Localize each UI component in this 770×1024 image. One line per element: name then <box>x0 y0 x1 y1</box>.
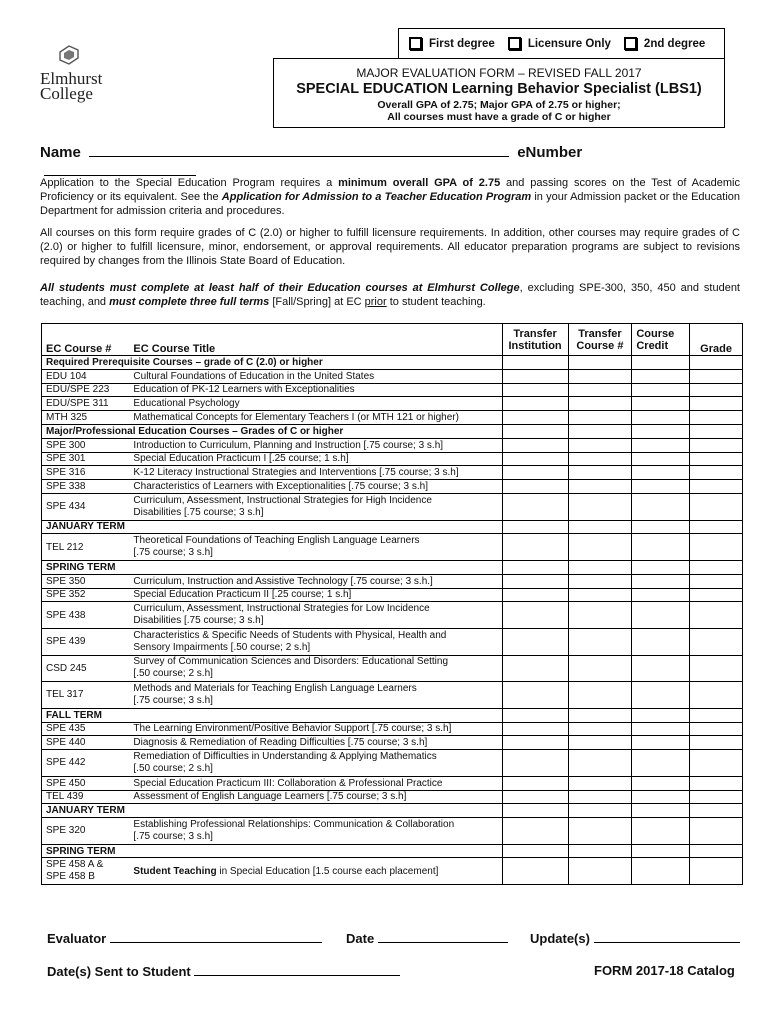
section-row <box>42 804 743 818</box>
course-title <box>129 682 502 709</box>
credit-cell[interactable] <box>632 818 690 845</box>
course-table <box>41 323 743 885</box>
transfer-course-cell[interactable] <box>568 397 632 411</box>
transfer-course-cell[interactable] <box>568 818 632 845</box>
course-row <box>42 722 743 736</box>
transfer-course-cell[interactable] <box>568 452 632 466</box>
course-code-line-1: SPE 458 A & <box>46 859 104 871</box>
transfer-institution-cell[interactable] <box>502 858 568 885</box>
course-title-line-1: Curriculum, Assessment, Instructional Strategies for High Incidence <box>133 494 432 506</box>
grade-cell[interactable] <box>690 534 743 561</box>
transfer-institution-cell[interactable] <box>502 480 568 494</box>
course-code: TEL 439 <box>42 790 130 804</box>
sent-row <box>47 963 400 979</box>
transfer-institution-cell[interactable] <box>502 520 568 534</box>
course-code: SPE 316 <box>42 466 130 480</box>
para1-text: Application to the Special Education Program requires a <box>40 177 339 189</box>
transfer-institution-cell[interactable] <box>502 804 568 818</box>
para3-bold: All students must complete at least half of their Education courses at Elmhurst College <box>40 282 520 294</box>
transfer-institution-cell[interactable] <box>502 776 568 790</box>
course-code: SPE 301 <box>42 452 130 466</box>
course-code: CSD 245 <box>42 655 130 682</box>
course-code: SPE 438 <box>42 602 130 629</box>
header-grade: Grade <box>690 324 743 356</box>
course-code-line-2: SPE 458 B <box>46 871 95 883</box>
grade-cell[interactable] <box>690 655 743 682</box>
updates-label: Update(s) <box>530 931 590 946</box>
course-row <box>42 858 743 885</box>
credit-cell[interactable] <box>632 534 690 561</box>
name-field[interactable] <box>89 142 509 157</box>
transfer-course-cell[interactable] <box>568 493 632 520</box>
section-label: SPRING TERM <box>42 844 503 858</box>
transfer-course-cell[interactable] <box>568 383 632 397</box>
course-row <box>42 369 743 383</box>
crest-icon <box>58 44 80 66</box>
course-code: SPE 440 <box>42 736 130 750</box>
course-title-line-2: Disabilities [.75 course; 3 s.h] <box>133 615 264 627</box>
grade-cell[interactable] <box>690 356 743 370</box>
checkbox-icon[interactable] <box>508 37 521 50</box>
grade-cell[interactable] <box>690 858 743 885</box>
grade-cell[interactable] <box>690 722 743 736</box>
evaluator-row <box>47 930 322 946</box>
licensure-only-label: Licensure Only <box>527 37 611 50</box>
second-degree-option[interactable] <box>624 37 705 50</box>
course-code: SPE 300 <box>42 438 130 452</box>
course-code: SPE 450 <box>42 776 130 790</box>
transfer-institution-cell[interactable] <box>502 844 568 858</box>
course-row <box>42 602 743 629</box>
transfer-institution-cell[interactable] <box>502 708 568 722</box>
transfer-institution-cell[interactable] <box>502 818 568 845</box>
course-row <box>42 750 743 777</box>
course-title <box>129 628 502 655</box>
course-title: Cultural Foundations of Education in the United States <box>129 369 502 383</box>
course-code: SPE 434 <box>42 493 130 520</box>
grade-cell[interactable] <box>690 790 743 804</box>
grade-cell[interactable] <box>690 480 743 494</box>
para1-application-title: Application for Admission to a Teacher Education Program <box>221 191 532 203</box>
course-title <box>129 858 502 885</box>
transfer-course-cell[interactable] <box>568 628 632 655</box>
course-title-rest: in Special Education [1.5 course each placement] <box>216 865 439 877</box>
course-title: Education of PK-12 Learners with Exceptionalities <box>129 383 502 397</box>
course-title: The Learning Environment/Positive Behavior Support [.75 course; 3 s.h] <box>129 722 502 736</box>
course-row <box>42 588 743 602</box>
enumber-field[interactable] <box>44 161 196 176</box>
transfer-institution-cell[interactable] <box>502 655 568 682</box>
grade-cell[interactable] <box>690 682 743 709</box>
section-label: Required Prerequisite Courses – grade of C (2.0) or higher <box>42 356 503 370</box>
credit-cell[interactable] <box>632 356 690 370</box>
course-title-line-1: Methods and Materials for Teaching English Language Learners <box>133 682 417 694</box>
transfer-institution-cell[interactable] <box>502 356 568 370</box>
course-code: EDU/SPE 223 <box>42 383 130 397</box>
enumber-label: eNumber <box>517 144 583 161</box>
section-row <box>42 520 743 534</box>
credit-cell[interactable] <box>632 520 690 534</box>
para1-text-2: and passing scores on the Test of Academic Proficiency or its equivalent. See the <box>40 177 740 203</box>
grade-cell[interactable] <box>690 369 743 383</box>
transfer-course-cell[interactable] <box>568 708 632 722</box>
transfer-course-cell[interactable] <box>568 602 632 629</box>
course-title-line-1: Establishing Professional Relationships: Communication & Collaboration <box>133 818 455 830</box>
transfer-course-cell[interactable] <box>568 480 632 494</box>
admission-paragraph <box>40 176 740 218</box>
credit-cell[interactable] <box>632 369 690 383</box>
degree-checkboxes <box>398 28 725 58</box>
course-code: TEL 212 <box>42 534 130 561</box>
transfer-course-cell[interactable] <box>568 722 632 736</box>
transfer-course-cell[interactable] <box>568 574 632 588</box>
transfer-course-cell[interactable] <box>568 560 632 574</box>
course-code: SPE 435 <box>42 722 130 736</box>
credit-cell[interactable] <box>632 628 690 655</box>
course-row <box>42 818 743 845</box>
logo-line-1: Elmhurst <box>40 69 103 88</box>
course-title: Special Education Practicum II [.25 course; 1 s.h] <box>129 588 502 602</box>
credit-cell[interactable] <box>632 708 690 722</box>
course-title <box>129 534 502 561</box>
course-row <box>42 628 743 655</box>
credit-cell[interactable] <box>632 438 690 452</box>
section-label: JANUARY TERM <box>42 804 503 818</box>
grade-cell[interactable] <box>690 493 743 520</box>
section-row <box>42 844 743 858</box>
transfer-institution-cell[interactable] <box>502 424 568 438</box>
transfer-institution-cell[interactable] <box>502 722 568 736</box>
transfer-institution-cell[interactable] <box>502 790 568 804</box>
program-title: SPECIAL EDUCATION Learning Behavior Specialist (LBS1) <box>296 81 702 97</box>
transfer-institution-cell[interactable] <box>502 534 568 561</box>
date-row <box>346 930 508 946</box>
header-course-title: EC Course Title <box>129 324 502 356</box>
transfer-institution-cell[interactable] <box>502 383 568 397</box>
licensure-only-option[interactable] <box>508 37 611 50</box>
course-title: Diagnosis & Remediation of Reading Difficulties [.75 course; 3 s.h] <box>129 736 502 750</box>
transfer-course-cell[interactable] <box>568 790 632 804</box>
course-title-line-1: Characteristics & Specific Needs of Students with Physical, Health and <box>133 629 447 641</box>
grade-cell[interactable] <box>690 588 743 602</box>
credit-cell[interactable] <box>632 424 690 438</box>
credit-cell[interactable] <box>632 493 690 520</box>
course-row <box>42 776 743 790</box>
credit-cell[interactable] <box>632 776 690 790</box>
grade-cell[interactable] <box>690 750 743 777</box>
college-logo <box>40 44 112 101</box>
sent-field[interactable] <box>194 963 400 976</box>
course-title: Characteristics of Learners with Exceptionalities [.75 course; 3 s.h] <box>129 480 502 494</box>
grade-cell[interactable] <box>690 452 743 466</box>
sent-label: Date(s) Sent to Student <box>47 964 191 979</box>
transfer-institution-cell[interactable] <box>502 369 568 383</box>
transfer-course-cell[interactable] <box>568 588 632 602</box>
transfer-course-cell[interactable] <box>568 655 632 682</box>
course-title: Assessment of English Language Learners [.75 course; 3 s.h] <box>129 790 502 804</box>
grade-cell[interactable] <box>690 397 743 411</box>
course-title <box>129 493 502 520</box>
transfer-institution-cell[interactable] <box>502 682 568 709</box>
credit-cell[interactable] <box>632 655 690 682</box>
transfer-course-cell[interactable] <box>568 520 632 534</box>
course-title: K-12 Literacy Instructional Strategies and Interventions [.75 course; 3 s.h] <box>129 466 502 480</box>
credit-cell[interactable] <box>632 844 690 858</box>
grade-cell[interactable] <box>690 466 743 480</box>
credit-cell[interactable] <box>632 452 690 466</box>
transfer-institution-cell[interactable] <box>502 602 568 629</box>
grade-cell[interactable] <box>690 736 743 750</box>
transfer-course-cell[interactable] <box>568 369 632 383</box>
transfer-institution-cell[interactable] <box>502 397 568 411</box>
transfer-course-cell[interactable] <box>568 804 632 818</box>
course-code: SPE 442 <box>42 750 130 777</box>
section-label: Major/Professional Education Courses – Grades of C or higher <box>42 424 503 438</box>
date-field[interactable] <box>378 930 508 943</box>
course-code: MTH 325 <box>42 411 130 425</box>
para1-bold: minimum overall GPA of 2.75 <box>338 177 501 189</box>
course-title: Introduction to Curriculum, Planning and Instruction [.75 course; 3 s.h] <box>129 438 502 452</box>
evaluator-label: Evaluator <box>47 931 107 946</box>
transfer-institution-cell[interactable] <box>502 493 568 520</box>
course-title-line-1: Curriculum, Assessment, Instructional Strategies for Low Incidence <box>133 603 430 615</box>
grade-cell[interactable] <box>690 411 743 425</box>
grade-cell[interactable] <box>690 438 743 452</box>
grade-cell[interactable] <box>690 818 743 845</box>
grade-cell[interactable] <box>690 574 743 588</box>
credit-cell[interactable] <box>632 602 690 629</box>
course-title-line-2: [.50 course; 2 s.h] <box>133 762 213 774</box>
grade-cell[interactable] <box>690 628 743 655</box>
credit-cell[interactable] <box>632 397 690 411</box>
course-title <box>129 818 502 845</box>
transfer-course-cell[interactable] <box>568 858 632 885</box>
course-code: SPE 350 <box>42 574 130 588</box>
credit-cell[interactable] <box>632 750 690 777</box>
name-label: Name <box>40 144 81 161</box>
credit-cell[interactable] <box>632 682 690 709</box>
grade-cell[interactable] <box>690 708 743 722</box>
residency-paragraph <box>40 281 740 309</box>
course-row <box>42 383 743 397</box>
course-code: SPE 338 <box>42 480 130 494</box>
credit-cell[interactable] <box>632 722 690 736</box>
grade-cell[interactable] <box>690 804 743 818</box>
course-row <box>42 682 743 709</box>
para3-text-3: to student teaching. <box>386 296 486 308</box>
course-row <box>42 480 743 494</box>
credit-cell[interactable] <box>632 480 690 494</box>
section-label: JANUARY TERM <box>42 520 503 534</box>
course-title-line-2: [.75 course; 3 s.h] <box>133 694 213 706</box>
form-name: MAJOR EVALUATION FORM – REVISED FALL 2017 <box>356 66 642 80</box>
course-row <box>42 655 743 682</box>
transfer-institution-cell[interactable] <box>502 452 568 466</box>
course-code: TEL 317 <box>42 682 130 709</box>
course-row <box>42 452 743 466</box>
grade-cell[interactable] <box>690 776 743 790</box>
credit-cell[interactable] <box>632 383 690 397</box>
para3-prior: prior <box>364 296 387 308</box>
para3-text: , excluding SPE-300, 350, 450 and student teaching, and <box>40 282 740 308</box>
course-row <box>42 466 743 480</box>
grade-cell[interactable] <box>690 383 743 397</box>
section-row <box>42 708 743 722</box>
course-row <box>42 736 743 750</box>
course-code: SPE 352 <box>42 588 130 602</box>
course-title-line-2: [.50 course; 2 s.h] <box>133 668 213 680</box>
grades-paragraph: All courses on this form require grades of C (2.0) or higher to fulfill licensure requirements. In addition, other courses may require grades of C (2.0) or higher to fulfill licensure, minor, endorsement, or approval requirements. All educator preparation programs are subject to revisions required by changes from the Illinois State Board of Education. <box>40 227 740 267</box>
credit-cell[interactable] <box>632 804 690 818</box>
transfer-course-cell[interactable] <box>568 682 632 709</box>
course-code: SPE 439 <box>42 628 130 655</box>
grade-cell[interactable] <box>690 560 743 574</box>
transfer-course-cell[interactable] <box>568 356 632 370</box>
transfer-course-cell[interactable] <box>568 466 632 480</box>
checkbox-icon[interactable] <box>624 37 637 50</box>
section-row <box>42 560 743 574</box>
grade-cell[interactable] <box>690 424 743 438</box>
transfer-institution-cell[interactable] <box>502 411 568 425</box>
course-code: SPE 320 <box>42 818 130 845</box>
course-title: Educational Psychology <box>129 397 502 411</box>
updates-field[interactable] <box>594 930 740 943</box>
course-title: Mathematical Concepts for Elementary Teachers I (or MTH 121 or higher) <box>129 411 502 425</box>
transfer-institution-cell[interactable] <box>502 560 568 574</box>
transfer-course-cell[interactable] <box>568 438 632 452</box>
section-label: FALL TERM <box>42 708 503 722</box>
transfer-course-cell[interactable] <box>568 411 632 425</box>
first-degree-label: First degree <box>429 37 495 50</box>
header-transfer-course: Transfer Course # <box>568 324 632 356</box>
course-title-line-1: Theoretical Foundations of Teaching English Language Learners <box>133 535 420 547</box>
course-title-line-2: Sensory Impairments [.50 course; 2 s.h] <box>133 641 311 653</box>
name-row <box>40 142 740 180</box>
course-row <box>42 438 743 452</box>
date-label: Date <box>346 931 375 946</box>
course-title <box>129 750 502 777</box>
header-transfer-institution: Transfer Institution <box>502 324 568 356</box>
grade-requirement: All courses must have a grade of C or higher <box>387 111 611 123</box>
credit-cell[interactable] <box>632 560 690 574</box>
course-title-line-2: [.75 course; 3 s.h] <box>133 547 213 559</box>
transfer-course-cell[interactable] <box>568 736 632 750</box>
transfer-institution-cell[interactable] <box>502 736 568 750</box>
credit-cell[interactable] <box>632 574 690 588</box>
checkbox-icon[interactable] <box>409 37 422 50</box>
course-title <box>129 602 502 629</box>
section-label: SPRING TERM <box>42 560 503 574</box>
credit-cell[interactable] <box>632 736 690 750</box>
para3-text-2: [Fall/Spring] at EC <box>269 296 365 308</box>
course-title: Special Education Practicum III: Collaboration & Professional Practice <box>129 776 502 790</box>
catalog-label: FORM 2017-18 Catalog <box>594 963 735 978</box>
para1-text-3: in your Admission packet or the Education Department for admission criteria and procedures. <box>40 191 740 217</box>
course-title-line-1: Survey of Communication Sciences and Disorders: Educational Setting <box>133 656 449 668</box>
course-title: Curriculum, Instruction and Assistive Technology [.75 course; 3 s.h.] <box>129 574 502 588</box>
section-row <box>42 356 743 370</box>
course-title <box>129 655 502 682</box>
course-title-line-1: Remediation of Difficulties in Understanding & Applying Mathematics <box>133 750 437 762</box>
transfer-institution-cell[interactable] <box>502 588 568 602</box>
course-code: EDU 104 <box>42 369 130 383</box>
transfer-institution-cell[interactable] <box>502 574 568 588</box>
course-row <box>42 790 743 804</box>
credit-cell[interactable] <box>632 588 690 602</box>
table-header-row <box>42 324 743 356</box>
section-row <box>42 424 743 438</box>
course-title: Special Education Practicum I [.25 course; 1 s.h] <box>129 452 502 466</box>
transfer-course-cell[interactable] <box>568 844 632 858</box>
evaluator-field[interactable] <box>110 930 322 943</box>
course-code: EDU/SPE 311 <box>42 397 130 411</box>
course-title-line-2: [.75 course; 3 s.h] <box>133 830 213 842</box>
header-course-credit: Course Credit <box>632 324 690 356</box>
grade-cell[interactable] <box>690 602 743 629</box>
header-course-number: EC Course # <box>42 324 130 356</box>
gpa-requirement: Overall GPA of 2.75; Major GPA of 2.75 or higher; <box>377 99 621 111</box>
course-title-line-2: Disabilities [.75 course; 3 s.h] <box>133 506 264 518</box>
logo-line-2: College <box>40 84 93 103</box>
para3-bold-2: must complete three full terms <box>109 296 270 308</box>
course-row <box>42 574 743 588</box>
first-degree-option[interactable] <box>409 37 495 50</box>
transfer-institution-cell[interactable] <box>502 438 568 452</box>
course-row <box>42 397 743 411</box>
credit-cell[interactable] <box>632 466 690 480</box>
credit-cell[interactable] <box>632 790 690 804</box>
second-degree-label: 2nd degree <box>643 37 706 50</box>
transfer-institution-cell[interactable] <box>502 628 568 655</box>
course-row <box>42 411 743 425</box>
course-row <box>42 493 743 520</box>
transfer-course-cell[interactable] <box>568 534 632 561</box>
transfer-institution-cell[interactable] <box>502 466 568 480</box>
grade-cell[interactable] <box>690 520 743 534</box>
grade-cell[interactable] <box>690 844 743 858</box>
form-title-box <box>273 58 725 128</box>
transfer-course-cell[interactable] <box>568 750 632 777</box>
transfer-course-cell[interactable] <box>568 424 632 438</box>
credit-cell[interactable] <box>632 858 690 885</box>
transfer-course-cell[interactable] <box>568 776 632 790</box>
course-row <box>42 534 743 561</box>
course-title-bold: Student Teaching <box>133 865 217 877</box>
updates-row <box>530 930 740 946</box>
credit-cell[interactable] <box>632 411 690 425</box>
course-code <box>42 858 130 885</box>
transfer-institution-cell[interactable] <box>502 750 568 777</box>
